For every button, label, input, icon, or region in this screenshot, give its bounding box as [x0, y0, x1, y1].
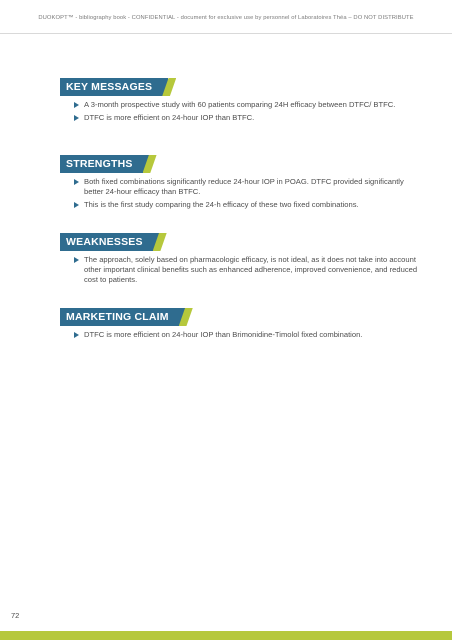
- arrow-bullet-icon: [74, 115, 79, 121]
- footer-accent-bar: [0, 631, 452, 640]
- page-number: 72: [11, 611, 20, 620]
- bullet-item: [74, 100, 420, 110]
- bullet-text: This is the first study comparing the 24-h efficacy of these two fixed combinations.: [84, 200, 359, 209]
- section-title-weaknesses: WEAKNESSES: [60, 233, 159, 251]
- arrow-bullet-icon: [74, 102, 79, 108]
- bullet-list: [60, 100, 420, 123]
- bullet-item: [74, 255, 420, 285]
- document-header: DUOKOPT™ - bibliography book - CONFIDENTIAL - document for exclusive use by personnel of Laboratoires Théa – DO NOT DISTRIBUTE: [38, 15, 414, 21]
- bullet-item: [74, 177, 420, 197]
- arrow-bullet-icon: [74, 202, 79, 208]
- section-weaknesses: [60, 232, 420, 285]
- bullet-text: The approach, solely based on pharmacologic efficacy, is not ideal, as it does not take into account other important clinical benefits such as enhanced adherence, improved convenience, and reduced cost to patients.: [84, 255, 418, 284]
- bullet-list: [60, 255, 420, 285]
- bullet-text: DTFC is more efficient on 24-hour IOP than BTFC.: [84, 113, 255, 122]
- section-title-marketing-claim: MARKETING CLAIM: [60, 308, 185, 326]
- bullet-item: [74, 113, 420, 123]
- section-title-strengths: STRENGTHS: [60, 155, 149, 173]
- section-title-key-messages: KEY MESSAGES: [60, 78, 168, 96]
- arrow-bullet-icon: [74, 257, 79, 263]
- section-key-messages: [60, 77, 420, 123]
- section-marketing-claim: [60, 307, 420, 340]
- bullet-list: [60, 177, 420, 210]
- bullet-item: [74, 200, 420, 210]
- bullet-item: [74, 330, 420, 340]
- bullet-text: DTFC is more efficient on 24-hour IOP than Brimonidine-Timolol fixed combination.: [84, 330, 363, 339]
- bullet-text: Both fixed combinations significantly reduce 24-hour IOP in POAG. DTFC provided significantly better 24-hour efficacy than BTFC.: [84, 177, 404, 196]
- arrow-bullet-icon: [74, 332, 79, 338]
- section-strengths: [60, 154, 420, 210]
- bullet-list: [60, 330, 420, 340]
- bullet-text: A 3-month prospective study with 60 patients comparing 24H efficacy between DTFC/ BTFC.: [84, 100, 396, 109]
- arrow-bullet-icon: [74, 179, 79, 185]
- header-divider: [0, 33, 452, 34]
